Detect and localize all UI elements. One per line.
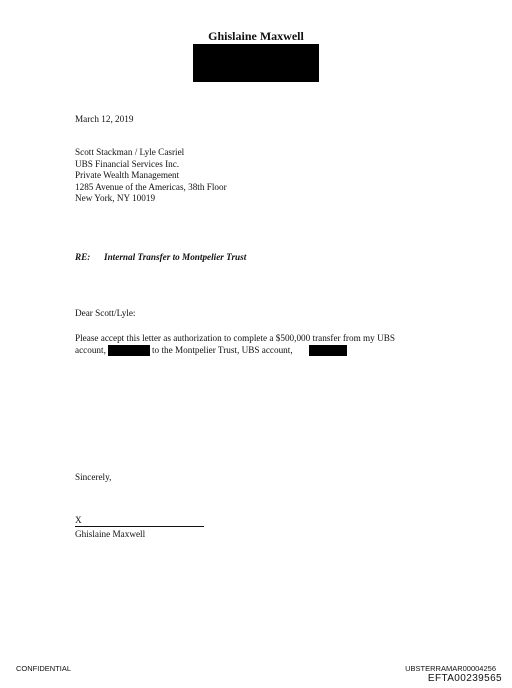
redaction-box-account-2 [309, 345, 347, 356]
recipient-line: Scott Stackman / Lyle Casriel [75, 147, 185, 157]
redaction-box-header [193, 44, 319, 82]
recipient-line: UBS Financial Services Inc. [75, 158, 180, 169]
signature-line [75, 526, 204, 527]
letter-date: March 12, 2019 [75, 114, 134, 124]
re-subject: Internal Transfer to Montpelier Trust [104, 252, 247, 262]
recipient-address [75, 147, 227, 205]
redaction-box-account-1 [108, 345, 150, 356]
footer-confidential: CONFIDENTIAL [16, 664, 72, 673]
recipient-line: Private Wealth Management [75, 170, 180, 180]
body-line-2-end: to the Montpelier Trust, UBS account, [152, 345, 293, 355]
body-line-2-start: account, [75, 345, 106, 355]
footer-bates-number: UBSTERRAMAR00004256 [405, 664, 496, 673]
recipient-line: 1285 Avenue of the Americas, 38th Floor [75, 181, 227, 192]
body-line-1: Please accept this letter as authorization to complete a $500,000 transfer from my UBS [75, 333, 395, 343]
footer-document-id: EFTA00239565 [427, 673, 502, 684]
salutation: Dear Scott/Lyle: [75, 308, 136, 318]
signatory-name: Ghislaine Maxwell [75, 529, 146, 539]
closing: Sincerely, [75, 472, 112, 482]
letterhead-name: Ghislaine Maxwell [208, 29, 304, 43]
re-label: RE: [75, 252, 91, 262]
signature-mark: X [75, 515, 82, 525]
recipient-line: New York, NY 10019 [75, 193, 156, 203]
